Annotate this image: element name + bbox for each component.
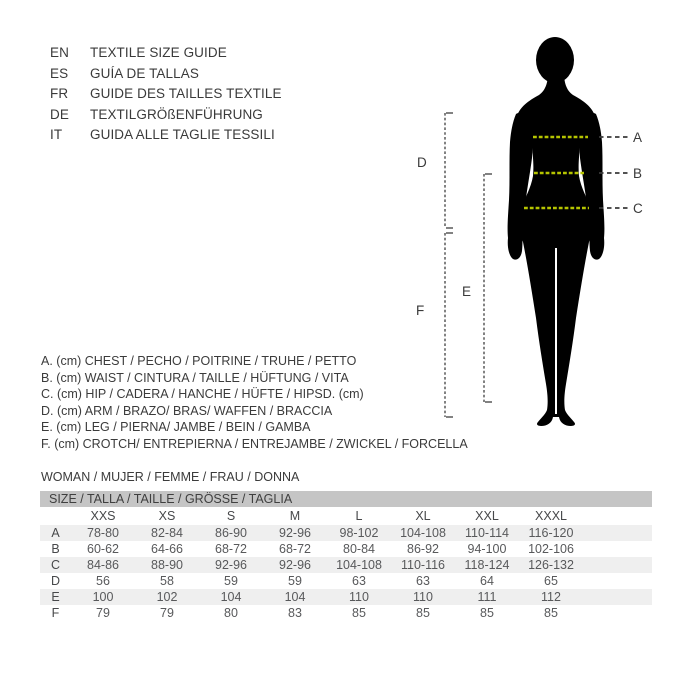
cell: 88-90: [151, 558, 183, 572]
language-code: FR: [50, 86, 69, 102]
corner-cell: [40, 507, 71, 525]
legend-item-hip: C. (cm) HIP / CADERA / HANCHE / HÜFTE / HIPSD. (cm): [41, 387, 364, 402]
cell: 85: [352, 606, 366, 620]
arm-label: D: [417, 155, 427, 170]
row-label: E: [51, 590, 60, 604]
cell: 79: [160, 606, 174, 620]
cell: 68-72: [215, 542, 247, 556]
table-row-hip: [40, 557, 652, 573]
crotch-label: F: [416, 303, 425, 318]
size-column-header: M: [289, 509, 301, 523]
cell: 59: [288, 574, 302, 588]
cell: 85: [480, 606, 494, 620]
waist-label: B: [633, 166, 643, 181]
cell: 58: [160, 574, 174, 588]
size-column-header: XL: [415, 509, 431, 523]
size-column-header: S: [226, 509, 236, 523]
cell: 104: [220, 590, 242, 604]
cell: 92-96: [215, 558, 247, 572]
language-title: TEXTILGRÖßENFÜHRUNG: [90, 106, 263, 122]
cell: 111: [477, 590, 497, 604]
filler-cell: [583, 507, 652, 525]
cell: 63: [352, 574, 366, 588]
cell: 83: [288, 606, 302, 620]
filler-cell: [583, 541, 652, 557]
cell: 94-100: [467, 542, 507, 556]
cell: 84-86: [87, 558, 119, 572]
filler-cell: [583, 557, 652, 573]
cell: 102-106: [528, 542, 574, 556]
cell: 86-90: [215, 526, 247, 540]
filler-cell: [583, 589, 652, 605]
cell: 79: [96, 606, 110, 620]
size-table: [40, 507, 652, 621]
hip-label: C: [633, 201, 643, 216]
measurement-legend: [41, 353, 468, 453]
table-row-crotch: [40, 605, 652, 621]
language-title: TEXTILE SIZE GUIDE: [90, 45, 227, 60]
cell: 110: [349, 590, 369, 604]
legend-item-arm: D. (cm) ARM / BRAZO/ BRAS/ WAFFEN / BRACCIA: [41, 403, 333, 418]
cell: 82-84: [151, 526, 183, 540]
language-row-es: [50, 64, 282, 85]
cell: 104-108: [400, 526, 446, 540]
table-row-waist: [40, 541, 652, 557]
cell: 118-124: [464, 558, 510, 572]
table-row-chest: [40, 525, 652, 541]
size-column-header: XXS: [90, 509, 116, 523]
row-label: B: [51, 542, 60, 556]
cell: 65: [544, 574, 558, 588]
cell: 102: [156, 590, 178, 604]
legend-item-waist: B. (cm) WAIST / CINTURA / TAILLE / HÜFTUNG / VITA: [41, 370, 349, 385]
cell: 68-72: [279, 542, 311, 556]
cell: 63: [416, 574, 430, 588]
cell: 100: [92, 590, 114, 604]
language-code: EN: [50, 45, 69, 60]
cell: 92-96: [279, 526, 311, 540]
cell: 126-132: [528, 558, 574, 572]
cell: 104-108: [336, 558, 382, 572]
cell: 59: [224, 574, 238, 588]
language-code: ES: [50, 65, 69, 81]
size-table-section: [40, 491, 652, 621]
chest-label: A: [633, 130, 643, 145]
legend-item-leg: E. (cm) LEG / PIERNA/ JAMBE / BEIN / GAMBA: [41, 420, 311, 435]
cell: 85: [416, 606, 430, 620]
cell: 80-84: [343, 542, 375, 556]
language-row-fr: [50, 84, 282, 105]
size-table-header-bar: SIZE / TALLA / TAILLE / GRÖSSE / TAGLIA: [40, 491, 652, 507]
language-code: DE: [50, 106, 69, 122]
language-row-it: [50, 125, 282, 146]
filler-cell: [583, 573, 652, 589]
size-columns-row: [40, 507, 652, 525]
cell: 110: [413, 590, 433, 604]
cell: 78-80: [87, 526, 119, 540]
cell: 64: [480, 574, 494, 588]
cell: 86-92: [407, 542, 439, 556]
leg-label: E: [462, 284, 472, 299]
cell: 98-102: [339, 526, 379, 540]
size-column-header: XXL: [475, 509, 499, 523]
filler-cell: [583, 525, 652, 541]
row-label: C: [50, 558, 61, 572]
cell: 110-114: [464, 526, 510, 540]
cell: 112: [541, 590, 561, 604]
language-title-list: [50, 43, 282, 146]
cell: 110-116: [400, 558, 446, 572]
cell: 85: [544, 606, 558, 620]
language-code: IT: [50, 127, 63, 143]
cell: 56: [96, 574, 110, 588]
table-row-arm: [40, 573, 652, 589]
gender-heading: WOMAN / MUJER / FEMME / FRAU / DONNA: [41, 470, 300, 484]
size-column-header: XS: [158, 509, 176, 523]
cell: 64-66: [151, 542, 183, 556]
filler-cell: [583, 605, 652, 621]
cell: 116-120: [528, 526, 574, 540]
row-label: D: [50, 574, 61, 588]
size-column-header: L: [355, 509, 363, 523]
row-label: A: [51, 526, 60, 540]
language-row-en: [50, 43, 282, 64]
size-column-header: XXXL: [535, 509, 567, 523]
cell: 92-96: [279, 558, 311, 572]
cell: 80: [224, 606, 238, 620]
legend-item-chest: A. (cm) CHEST / PECHO / POITRINE / TRUHE / PETTO: [41, 354, 357, 368]
cell: 60-62: [87, 542, 119, 556]
row-label: F: [51, 606, 60, 620]
cell: 104: [284, 590, 306, 604]
language-title: GUIDE DES TAILLES TEXTILE: [90, 86, 282, 102]
language-row-de: [50, 105, 282, 126]
legend-item-crotch: F. (cm) CROTCH/ ENTREPIERNA / ENTREJAMBE / ZWICKEL / FORCELLA: [41, 436, 468, 451]
language-title: GUÍA DE TALLAS: [90, 65, 199, 81]
language-title: GUIDA ALLE TAGLIE TESSILI: [90, 127, 275, 143]
table-row-leg: [40, 589, 652, 605]
